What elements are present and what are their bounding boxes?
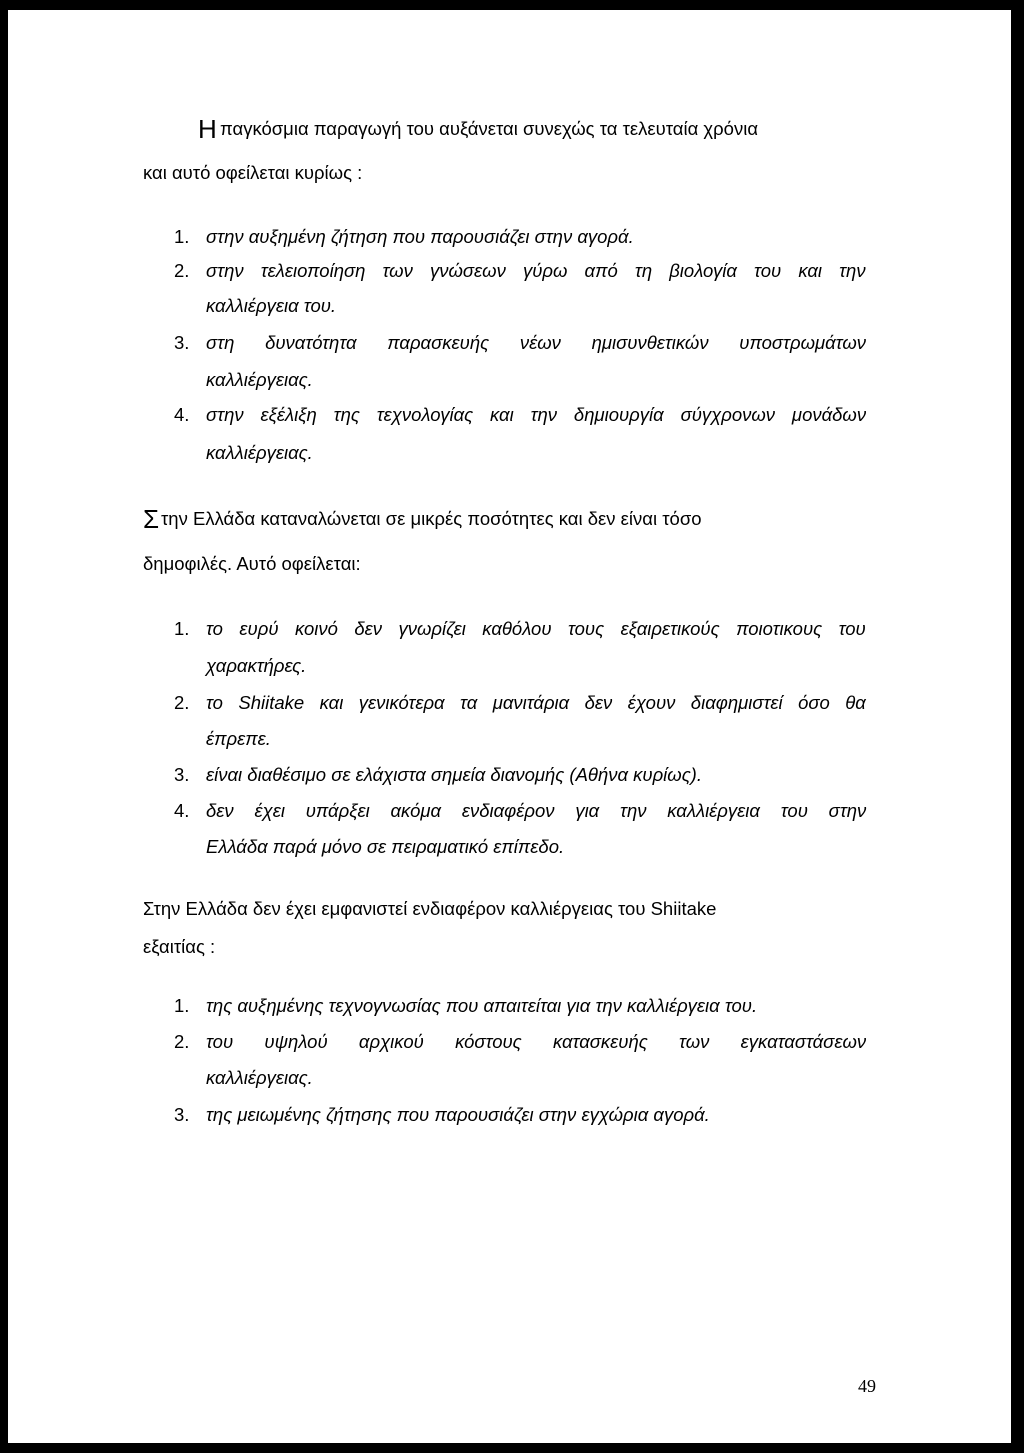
item-text: στη δυνατότητα παρασκευής νέων ημισυνθετικών υποστρωμάτων: [206, 332, 866, 353]
item-text: της μειωμένης ζήτησης που παρουσιάζει στην εγχώρια αγορά.: [206, 1104, 710, 1125]
item-number: 2.: [174, 1031, 190, 1052]
intro-text: Στην Ελλάδα δεν έχει εμφανιστεί ενδιαφέρον καλλιέργειας του Shiitake: [143, 898, 717, 919]
intro-text: εξαιτίας :: [143, 936, 216, 957]
drop-cap: Η: [198, 114, 217, 144]
item-text: της αυξημένης τεχνογνωσίας που απαιτείται για την καλλιέργεια του.: [206, 995, 758, 1016]
item-text: καλλιέργεια του.: [206, 295, 337, 316]
item-number: 1.: [174, 226, 190, 247]
item-number: 1.: [174, 618, 190, 639]
item-text: στην εξέλιξη της τεχνολογίας και την δημιουργία σύγχρονων μονάδων: [206, 404, 867, 425]
item-number: 1.: [174, 995, 190, 1016]
document-page: [8, 10, 1011, 1443]
intro-text: την Ελλάδα καταναλώνεται σε μικρές ποσότητες και δεν είναι τόσο: [161, 508, 702, 529]
item-text: δεν έχει υπάρξει ακόμα ενδιαφέρον για την καλλιέργεια του στην: [206, 800, 867, 821]
item-number: 3.: [174, 332, 190, 353]
intro-text: παγκόσμια παραγωγή του αυξάνεται συνεχώς τα τελευταία χρόνια: [220, 118, 759, 139]
item-number: 4.: [174, 800, 190, 821]
item-text: είναι διαθέσιμο σε ελάχιστα σημεία διανομής (Αθήνα κυρίως).: [206, 764, 702, 785]
item-text: Ελλάδα παρά μόνο σε πειραματικό επίπεδο.: [206, 836, 565, 857]
item-text: του υψηλού αρχικού κόστους κατασκευής των εγκαταστάσεων: [206, 1031, 867, 1052]
item-number: 4.: [174, 404, 190, 425]
item-text: καλλιέργειας.: [206, 369, 313, 390]
item-text: καλλιέργειας.: [206, 442, 313, 463]
item-number: 3.: [174, 764, 190, 785]
item-text: στην αυξημένη ζήτηση που παρουσιάζει στην αγορά.: [206, 226, 634, 247]
item-text: το ευρύ κοινό δεν γνωρίζει καθόλου τους εξαιρετικούς ποιοτικους του: [206, 618, 866, 639]
item-number: 3.: [174, 1104, 190, 1125]
item-text: χαρακτήρες.: [206, 655, 307, 676]
item-text: το Shiitake και γενικότερα τα μανιτάρια δεν έχουν διαφημιστεί όσο θα: [206, 692, 866, 713]
intro-text: δημοφιλές. Αυτό οφείλεται:: [143, 553, 361, 574]
item-text: καλλιέργειας.: [206, 1067, 313, 1088]
item-number: 2.: [174, 692, 190, 713]
drop-cap: Σ: [143, 504, 160, 534]
item-text: έπρεπε.: [206, 728, 271, 749]
intro-text: και αυτό οφείλεται κυρίως :: [143, 162, 363, 183]
item-number: 2.: [174, 260, 190, 281]
item-text: στην τελειοποίηση των γνώσεων γύρω από τη βιολογία του και την: [206, 260, 866, 281]
page-number: 49: [858, 1376, 876, 1396]
